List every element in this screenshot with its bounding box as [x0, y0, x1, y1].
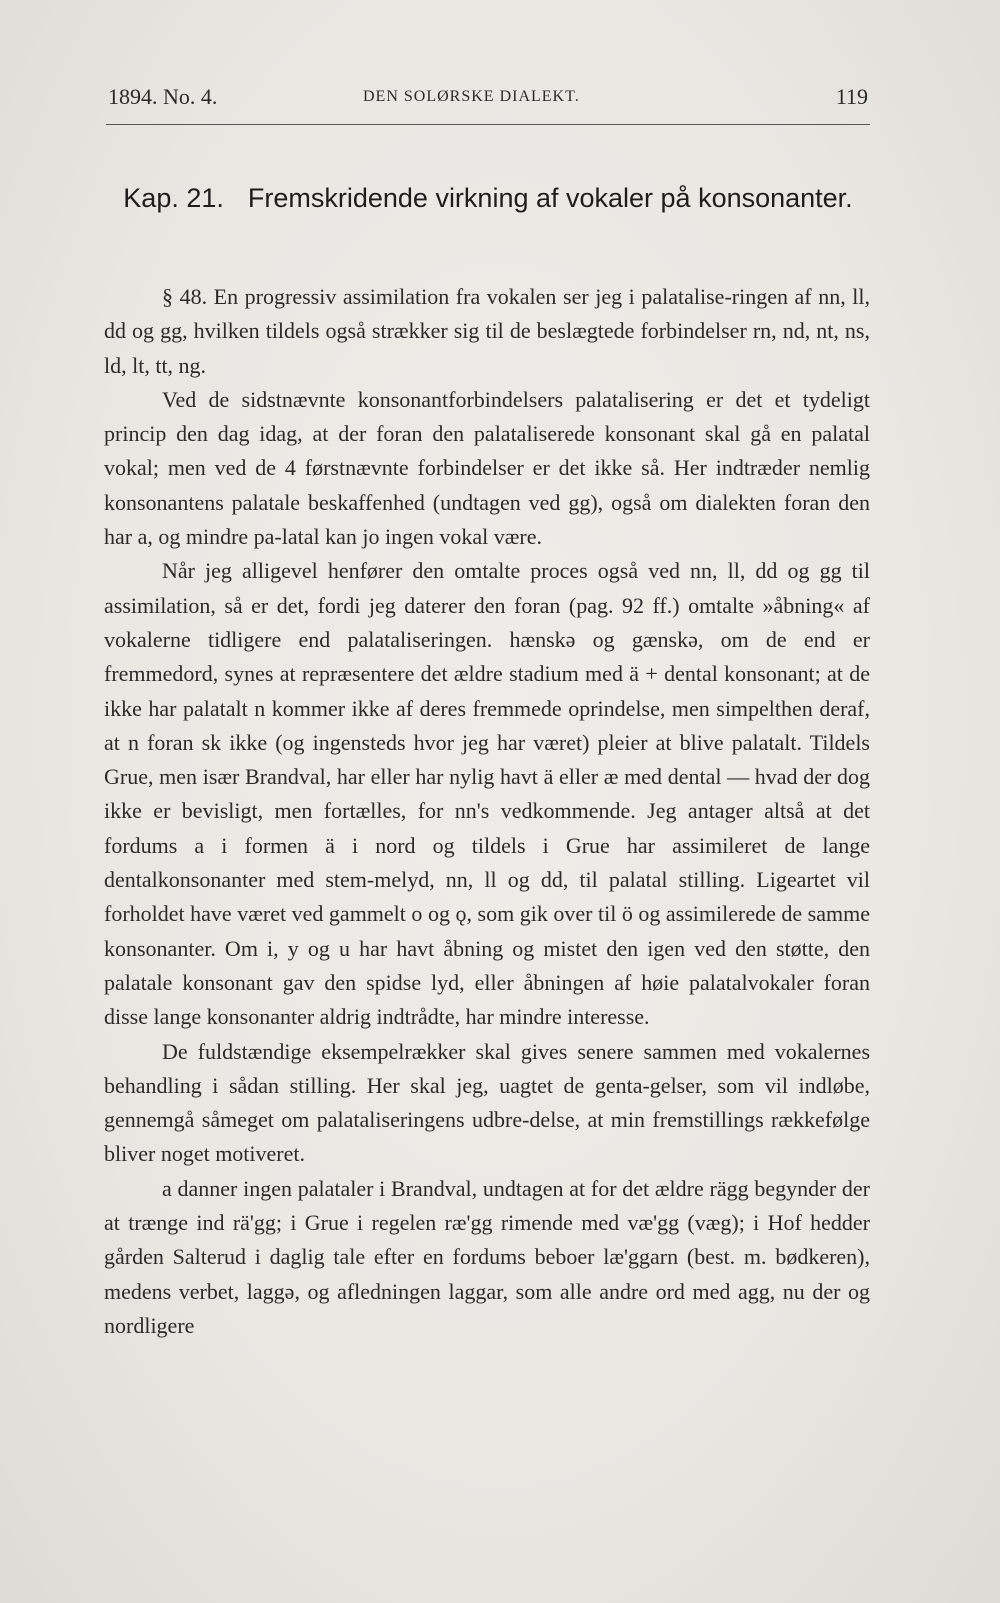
- paragraph-4: De fuldstændige eksempelrækker skal gives senere sammen med vokalernes behandling i sådan stilling. Her skal jeg, uagtet de genta-gelser, som vil indløbe, gennemgå såmeget om palataliseringens udbre-delse, at min fremstillings rækkefølge bliver noget motiveret.: [104, 1038, 870, 1167]
- chapter-title: Fremskridende virkning af vokaler på konsonanter.: [247, 183, 853, 213]
- chapter-heading: [108, 178, 868, 218]
- running-header: [108, 84, 868, 118]
- header-issue: 1894. No. 4.: [108, 84, 218, 109]
- header-title: DEN SOLØRSKE DIALEKT.: [363, 88, 580, 105]
- paragraph-2: Ved de sidstnævnte konsonantforbindelsers palatalisering er det et tydeligt princip den dag idag, at der foran den palataliserede konsonant skal gå en palatal vokal; men ved de 4 førstnævnte forbindelser er det ikke så. Her indtræder nemlig konsonantens palatale beskaffenhed (undtagen ved gg), også om dialekten foran den har a, og mindre pa-latal kan jo ingen vokal være.: [104, 386, 870, 550]
- chapter-number: Kap. 21.: [123, 183, 224, 213]
- body-text: [104, 280, 870, 1343]
- header-rule: [106, 124, 870, 125]
- page-number: 119: [835, 84, 868, 109]
- section-marker: § 48.: [162, 284, 208, 309]
- paragraph-1: [104, 280, 870, 383]
- paragraph-3: Når jeg alligevel henfører den omtalte proces også ved nn, ll, dd og gg til assimilation, så er det, fordi jeg daterer den foran (pag. 92 ff.) omtalte »åbning« af vokalerne tidligere end palataliseringen. hænskə og gænskə, om de end er fremmedord, synes at repræsentere det ældre stadium med ä + dental konsonant; at de ikke har palatalt n kommer ikke af deres fremmede oprindelse, men simpelthen deraf, at n foran sk ikke (og ingensteds hvor jeg har været) pleier at blive palatalt. Tildels Grue, men især Brandval, har eller har nylig havt ä eller æ med dental — hvad der dog ikke er bevisligt, men fortælles, for nn's vedkommende. Jeg antager altså at det fordums a i formen ä i nord og tildels i Grue har assimileret de lange dentalkonsonanter med stem-melyd, nn, ll og dd, til palatal stilling. Ligeartet vil forholdet have været ved gammelt o og ǫ, som gik over til ö og assimilerede de samme konsonanter. Om i, y og u har havt åbning og mistet den igen ved den støtte, den palatale konsonant gav den spidse lyd, eller åbningen af høie palatalvokaler foran disse lange konsonanter aldrig indtrådte, har mindre interesse.: [104, 558, 870, 1030]
- paragraph-1-text: En progressiv assimilation fra vokalen ser jeg i palatalise-ringen af nn, ll, dd og gg, hvilken tildels også strækker sig til de beslægtede forbindelser rn, nd, nt, ns, ld, lt, tt, ng.: [104, 284, 871, 378]
- paragraph-5: a danner ingen palataler i Brandval, undtagen at for det ældre rägg begynder der at trænge ind rä'gg; i Grue i regelen ræ'gg rimende med væ'gg (væg); i Hof hedder gården Salterud i daglig tale efter en fordums beboer læ'ggarn (best. m. bødkeren), medens verbet, laggə, og afledningen laggar, som alle andre ord med agg, nu der og nordligere: [104, 1175, 870, 1338]
